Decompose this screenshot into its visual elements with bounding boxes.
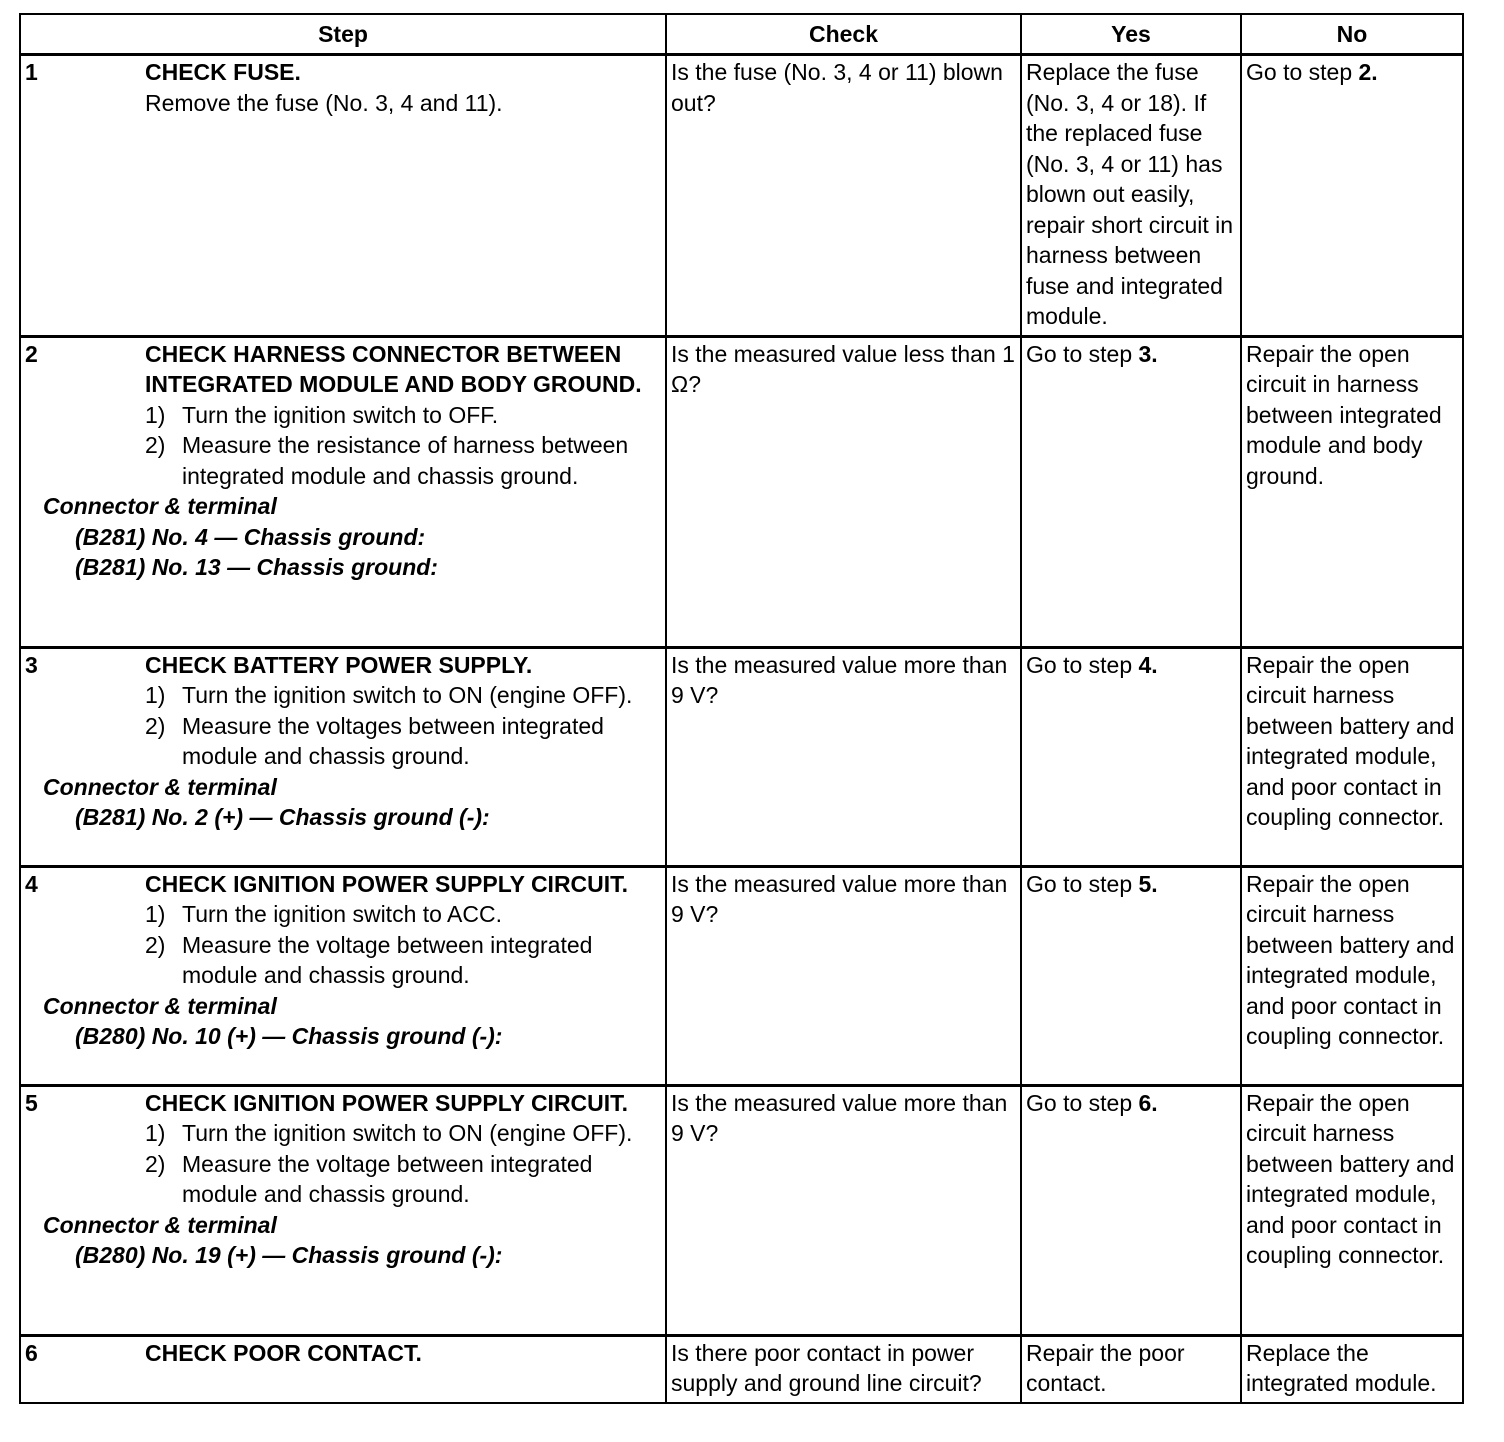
table-row	[20, 866, 1463, 1085]
step-title: CHECK FUSE.	[145, 59, 301, 85]
step-cell	[20, 1085, 666, 1335]
yes-step-ref: 4.	[1138, 651, 1158, 678]
table-row	[20, 55, 1463, 337]
step-title: CHECK BATTERY POWER SUPPLY.	[145, 651, 533, 678]
check-cell: Is the measured value more than 9 V?	[666, 866, 1021, 1085]
step-number: 4	[25, 870, 38, 897]
connector-terminal-line: (B280) No. 19 (+) — Chassis ground (-):	[75, 1242, 503, 1268]
check-cell: Is the measured value more than 9 V?	[666, 1085, 1021, 1335]
yes-step-ref: 5.	[1138, 870, 1158, 897]
header-row	[20, 14, 1463, 55]
yes-cell	[1021, 647, 1241, 866]
no-prefix: Go to step	[1246, 59, 1359, 85]
connector-terminal-line: (B280) No. 10 (+) — Chassis ground (-):	[75, 1023, 503, 1049]
substep-text: Measure the voltage between integrated module and chassis ground.	[182, 931, 593, 988]
substep-list	[145, 899, 661, 991]
no-cell: Repair the open circuit in harness between integrated module and body ground.	[1241, 336, 1463, 647]
step-number: 1	[25, 59, 38, 85]
substep-index: 2)	[145, 1150, 166, 1177]
diagnostic-table	[19, 13, 1464, 1404]
check-cell: Is the measured value more than 9 V?	[666, 647, 1021, 866]
substep	[145, 400, 661, 431]
step-title: CHECK POOR CONTACT.	[145, 1339, 422, 1366]
table-row	[20, 1085, 1463, 1335]
step-cell	[20, 336, 666, 647]
no-cell: Repair the open circuit harness between battery and integrated module, and poor contact in coupling connector.	[1241, 1085, 1463, 1335]
header-step: Step	[20, 14, 666, 55]
no-cell: Replace the integrated module.	[1241, 1335, 1463, 1403]
step-title: CHECK IGNITION POWER SUPPLY CIRCUIT.	[145, 870, 629, 897]
yes-cell	[1021, 866, 1241, 1085]
substep-text: Measure the resistance of harness between integrated module and chassis ground.	[182, 432, 629, 489]
no-cell: Repair the open circuit harness between battery and integrated module, and poor contact in coupling connector.	[1241, 647, 1463, 866]
substep-text: Measure the voltages between integrated module and chassis ground.	[182, 712, 604, 769]
substep-index: 2)	[145, 931, 166, 958]
substep-text: Turn the ignition switch to ACC.	[182, 901, 503, 927]
substep-text: Turn the ignition switch to OFF.	[182, 401, 499, 428]
substep	[145, 711, 661, 772]
yes-prefix: Go to step	[1026, 1089, 1139, 1116]
yes-cell	[1021, 1085, 1241, 1335]
substep-index: 1)	[145, 401, 166, 428]
table-row	[20, 647, 1463, 866]
yes-prefix: Go to step	[1026, 870, 1139, 897]
header-check: Check	[666, 14, 1021, 55]
yes-step-ref: 6.	[1138, 1089, 1158, 1116]
substep	[145, 430, 661, 491]
step-note: Remove the fuse (No. 3, 4 and 11).	[145, 89, 503, 116]
no-step-ref: 2.	[1358, 59, 1378, 85]
substep-index: 1)	[145, 1120, 166, 1146]
substep	[145, 1118, 661, 1149]
substep-list	[145, 680, 661, 772]
yes-cell: Repair the poor contact.	[1021, 1335, 1241, 1403]
connector-heading: Connector & terminal	[43, 773, 277, 800]
yes-step-ref: 3.	[1138, 340, 1158, 367]
check-cell: Is the fuse (No. 3, 4 or 11) blown out?	[666, 55, 1021, 337]
substep-text: Turn the ignition switch to ON (engine OFF).	[182, 682, 633, 708]
substep-index: 2)	[145, 432, 166, 458]
substep-text: Turn the ignition switch to ON (engine OFF).	[182, 1120, 633, 1146]
connector-heading: Connector & terminal	[43, 992, 277, 1019]
table-row	[20, 336, 1463, 647]
step-title: CHECK IGNITION POWER SUPPLY CIRCUIT.	[145, 1089, 629, 1116]
yes-prefix: Go to step	[1026, 651, 1139, 678]
yes-prefix: Go to step	[1026, 340, 1139, 367]
step-number: 5	[25, 1089, 38, 1116]
substep-index: 1)	[145, 901, 166, 927]
step-cell	[20, 1335, 666, 1403]
connector-terminal-line: (B281) No. 4 — Chassis ground:	[75, 523, 426, 550]
step-number: 6	[25, 1339, 38, 1366]
step-cell	[20, 647, 666, 866]
connector-heading: Connector & terminal	[43, 1211, 277, 1238]
step-number: 2	[25, 340, 38, 367]
check-cell: Is there poor contact in power supply and ground line circuit?	[666, 1335, 1021, 1403]
step-number: 3	[25, 651, 38, 678]
header-no: No	[1241, 14, 1463, 55]
substep-text: Measure the voltage between integrated module and chassis ground.	[182, 1150, 593, 1207]
no-cell: Repair the open circuit harness between battery and integrated module, and poor contact in coupling connector.	[1241, 866, 1463, 1085]
substep	[145, 680, 661, 711]
connector-heading: Connector & terminal	[43, 493, 277, 519]
step-cell	[20, 866, 666, 1085]
substep-list	[145, 1118, 661, 1210]
connector-terminal-line: (B281) No. 13 — Chassis ground:	[75, 554, 438, 580]
table-row	[20, 1335, 1463, 1403]
yes-cell	[1021, 336, 1241, 647]
substep	[145, 899, 661, 930]
header-yes: Yes	[1021, 14, 1241, 55]
connector-terminal-line: (B281) No. 2 (+) — Chassis ground (-):	[75, 804, 490, 830]
yes-cell: Replace the fuse (No. 3, 4 or 18). If the replaced fuse (No. 3, 4 or 11) has blown out easily, repair short circuit in harness between fuse and integrated module.	[1021, 55, 1241, 337]
step-title: CHECK HARNESS CONNECTOR BETWEEN INTEGRATED MODULE AND BODY GROUND.	[145, 340, 642, 397]
substep	[145, 930, 661, 991]
step-cell	[20, 55, 666, 337]
substep-index: 1)	[145, 682, 166, 708]
check-cell: Is the measured value less than 1 Ω?	[666, 336, 1021, 647]
substep-list	[145, 400, 661, 492]
no-cell	[1241, 55, 1463, 337]
substep	[145, 1149, 661, 1210]
substep-index: 2)	[145, 712, 166, 739]
